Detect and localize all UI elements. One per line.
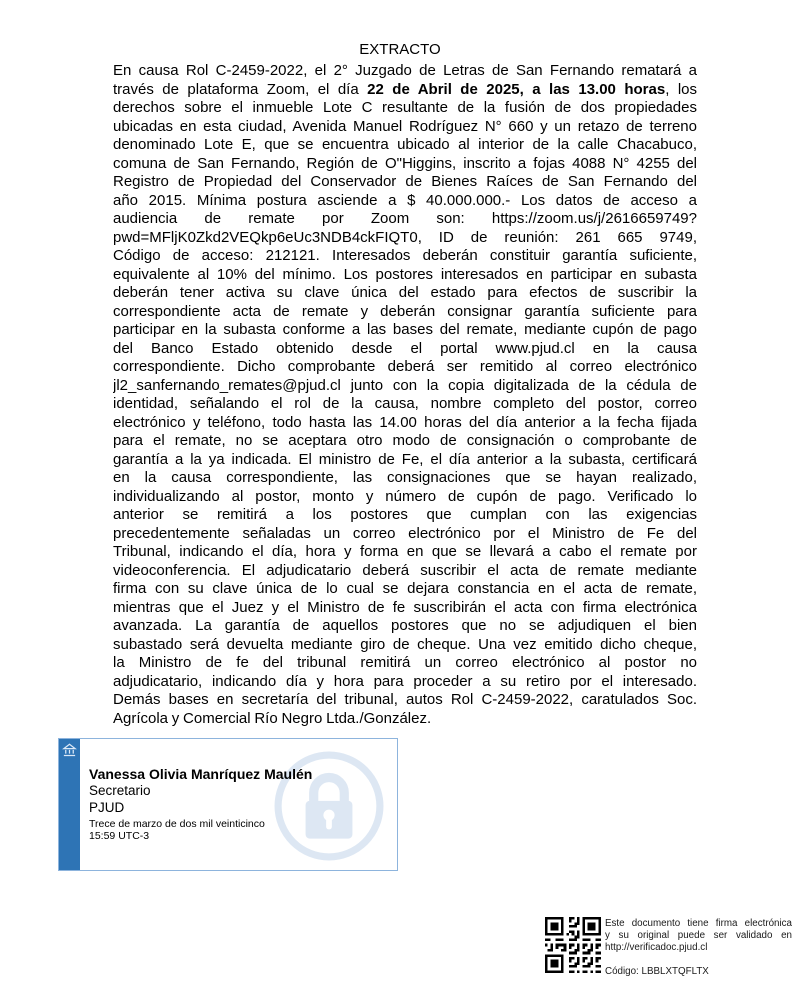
body-line	[113, 136, 697, 155]
body-line	[113, 321, 697, 340]
body-line	[113, 155, 697, 174]
body-line	[113, 99, 697, 118]
body-line	[113, 580, 697, 599]
body-text-segment: del Banco Estado obtenido desde el portal www.pjud.cl en la causa	[113, 339, 697, 357]
body-line	[113, 599, 697, 618]
body-line	[113, 654, 697, 673]
signature-role: Secretario	[89, 783, 151, 798]
body-text-segment: mientras que el Juez y el Ministro de fe suscribirán el acta con firma electrónica	[113, 598, 697, 616]
body-text-segment: través de plataforma Zoom, el día	[113, 80, 368, 98]
body-text-segment: Demás bases en secretaría del tribunal, autos Rol C-2459-2022, caratulados Soc.	[113, 691, 697, 708]
body-line	[113, 192, 697, 211]
body-text-segment: deberán tener activa su clave única del estado para efectos de suscribir la	[113, 284, 697, 301]
body-text-segment: avanzada. La garantía de aquellos postores que no se adjudiquen el bien	[113, 617, 697, 634]
body-line	[113, 617, 697, 636]
verification-line: Este documento tiene firma electrónica	[605, 918, 792, 929]
signature-name: Vanessa Olivia Manríquez Maulén	[89, 766, 313, 782]
verification-code	[605, 966, 792, 978]
body-line	[113, 636, 697, 655]
body-line	[113, 303, 697, 322]
verification-url: http://verificadoc.pjud.cl	[605, 942, 708, 954]
body-text-segment: participar en la subasta conforme a las bases del remate, mediante cupón de pago	[113, 321, 697, 338]
signature-block	[58, 738, 398, 871]
verification-code-value: LBBLXTQFLTX	[641, 965, 709, 977]
bank-icon	[62, 743, 77, 758]
body-line	[113, 358, 697, 377]
body-text-segment: firma con su clave única de lo cual se dejara constancia en el acta de remate,	[113, 580, 697, 597]
body-line	[113, 543, 697, 562]
body-text-segment: en la causa correspondiente, las consignaciones que se hayan realizado,	[113, 469, 697, 486]
body-line	[113, 266, 697, 285]
body-text-segment: derechos sobre el inmueble Lote C resultante de la fusión de dos propiedades	[113, 99, 697, 116]
verification-line: y su original puede ser validado en	[605, 930, 792, 942]
body-text-segment: ubicadas en esta ciudad, Avenida Manuel Rodríguez N° 660 y un retazo de terreno	[113, 117, 697, 135]
body-text-segment: comuna de San Fernando, Región de O"Higgins, inscrito a fojas 4088 N° 4255 del	[113, 154, 697, 172]
signature-org: PJUD	[89, 799, 125, 815]
document-title: EXTRACTO	[359, 41, 441, 58]
body-text-segment: adjudicatario, indicando día y hora para proceder a su retiro por el interesado.	[113, 672, 697, 690]
signature-time: 15:59 UTC-3	[89, 829, 150, 842]
body-text-segment: videoconferencia. El adjudicatario deberá suscribir el acta de remate mediante	[113, 561, 697, 579]
body-text-segment: denominado Lote E, que se encuentra ubicado al interior de la calle Chacabuco,	[113, 136, 697, 153]
body-text-segment: electrónico y teléfono, todo hasta las 14.00 horas del día anterior a la fecha fijada	[113, 413, 697, 431]
body-line	[113, 118, 697, 137]
body-line	[113, 210, 697, 229]
body-text-segment: individualizando al postor, monto y número de cupón de pago. Verificado lo	[113, 487, 697, 505]
body-text-segment: Tribunal, indicando el día, hora y forma en que se llevará a cabo el remate por	[113, 543, 697, 560]
verification-code-label: Código:	[605, 965, 639, 977]
body-line	[113, 173, 697, 192]
body-line	[113, 469, 697, 488]
body-line	[113, 81, 697, 100]
body-text-segment: precedentemente señaladas un correo electrónico por el Ministro de Fe del	[113, 524, 697, 542]
body-line	[113, 340, 697, 359]
body-text-segment: identidad, señalando el rol de la causa, nombre completo del postor, correo	[113, 395, 697, 412]
qr-code-icon	[545, 917, 601, 973]
signature-text	[89, 766, 391, 842]
body-line	[113, 62, 697, 81]
body-line	[113, 451, 697, 470]
body-line	[113, 414, 697, 433]
body-text-segment: correspondiente acta de remate y deberán consignar garantía suficiente para	[113, 302, 697, 320]
body-text-segment: subastado será devuelta mediante giro de cheque. Una vez emitido dicho cheque,	[113, 635, 697, 653]
verification-text	[605, 918, 792, 978]
body-line	[113, 562, 697, 581]
body-text-segment: Código de acceso: 212121. Interesados deberán constituir garantía suficiente,	[113, 247, 697, 264]
body-text-segment: Agrícola y Comercial Río Negro Ltda./González.	[113, 709, 432, 727]
body-text-segment: garantía a la ya indicada. El ministro de Fe, el día anterior a la subasta, certificará	[113, 450, 697, 468]
qr-code-container	[545, 917, 601, 973]
body-line	[113, 673, 697, 692]
body-line	[113, 691, 697, 710]
body-text-segment: equivalente al 10% del mínimo. Los postores interesados en participar en subasta	[113, 265, 697, 283]
body-text-segment: pwd=MFljK0Zkd2VEQkp6eUc3NDB4ckFIQT0, ID de reunión: 261 665 9749,	[113, 228, 697, 246]
body-text-segment: 22 de Abril de 2025, a las 13.00 horas	[367, 80, 666, 98]
body-text-segment: anterior se remitirá a los postores que cumplan con las exigencias	[113, 506, 697, 523]
body-line	[113, 710, 697, 729]
body-line	[113, 247, 697, 266]
body-text-segment: , los	[665, 80, 697, 98]
body-line	[113, 284, 697, 303]
body-line	[113, 395, 697, 414]
body-line	[113, 506, 697, 525]
body-line	[113, 525, 697, 544]
body-text-segment: jl2_sanfernando_remates@pjud.cl junto con la copia digitalizada de la cédula de	[113, 376, 697, 394]
body-text-segment: En causa Rol C-2459-2022, el 2° Juzgado de Letras de San Fernando rematará a	[113, 62, 697, 79]
body-line	[113, 229, 697, 248]
body-line	[113, 377, 697, 396]
document-body	[113, 62, 697, 728]
body-text-segment: para el remate, no se aceptara otro modo de consignación o comprobante de	[113, 432, 697, 449]
signature-date: Trece de marzo de dos mil veinticinco	[89, 818, 265, 830]
body-text-segment: la Ministro de fe del tribunal remitirá un correo electrónico al postor no	[113, 654, 697, 671]
body-text-segment: correspondiente. Dicho comprobante deberá ser remitido al correo electrónico	[113, 358, 697, 375]
body-line	[113, 488, 697, 507]
signature-accent-bar	[59, 739, 80, 870]
body-text-segment: Registro de Propiedad del Conservador de Bienes Raíces de San Fernando del	[113, 173, 697, 190]
body-line	[113, 432, 697, 451]
body-text-segment: año 2015. Mínima postura asciende a $ 40.000.000.- Los datos de acceso a	[113, 191, 697, 209]
body-text-segment: audiencia de remate por Zoom son: https://zoom.us/j/2616659749?	[113, 210, 697, 227]
